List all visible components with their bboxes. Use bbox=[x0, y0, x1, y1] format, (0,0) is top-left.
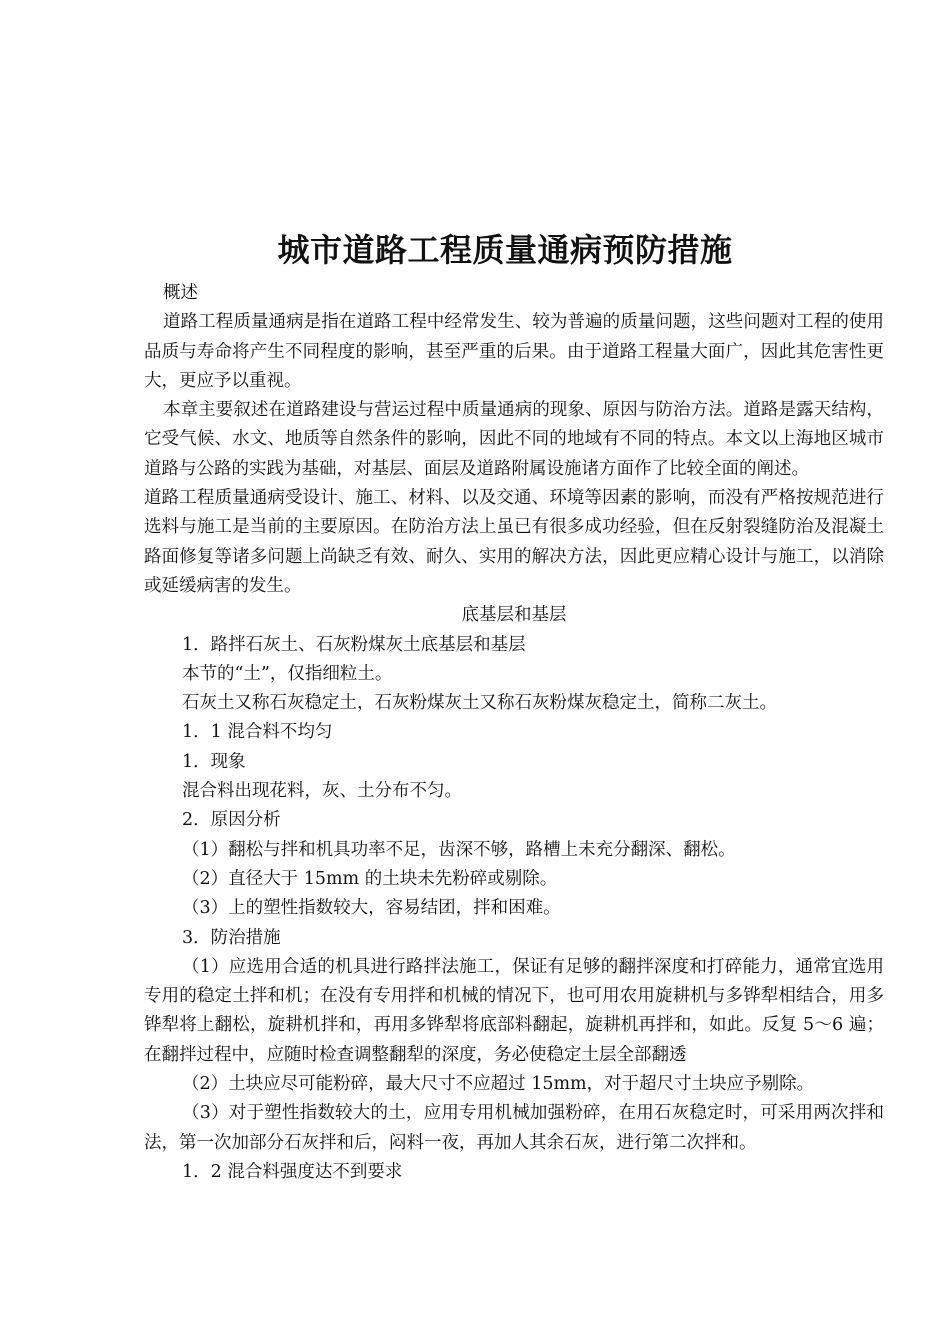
item-title-1-2: 1．2 混合料强度达不到要求 bbox=[182, 1161, 403, 1182]
intro-paragraph-3: 道路工程质量通病受设计、施工、材料、以及交通、环境等因素的影响，而没有严格按规范进行选料与施工是当前的主要原因。在防治方法上虽已有很多成功经验，但在反射裂缝防治及混凝土路面修复等诸多问题上尚缺乏有效、耐久、实用的解决方法，因此更应精心设计与施工，以消除或延缓病害的发生。 bbox=[144, 488, 884, 596]
document-body bbox=[144, 279, 884, 1187]
note-lime-soil-definition: 石灰土又称石灰稳定土，石灰粉煤灰土又称石灰粉煤灰稳定土，简称二灰土。 bbox=[182, 693, 777, 714]
subsection-title: 1．路拌石灰土、石灰粉煤灰土底基层和基层 bbox=[182, 634, 526, 655]
measures-heading: 3．防治措施 bbox=[182, 927, 281, 948]
intro-paragraph-1: 道路工程质量通病是指在道路工程中经常发生、较为普遍的质量问题，这些问题对工程的使用品质与寿命将产生不同程度的影响，甚至严重的后果。由于道路工程量大面广，因此其危害性更大，更应予以重视。 bbox=[144, 312, 884, 391]
intro-paragraph-2: 本章主要叙述在道路建设与营运过程中质量通病的现象、原因与防治方法。道路是露天结构，它受气候、水文、地质等自然条件的影响，因此不同的地域有不同的特点。本文以上海地区城市道路与公路的实践为基础，对基层、面层及道路附属设施诸方面作了比较全面的阐述。 bbox=[144, 400, 884, 479]
cause-item-3: （3）上的塑性指数较大，容易结团，拌和困难。 bbox=[182, 898, 561, 919]
measure-item-2: （2）土块应尽可能粉碎，最大尺寸不应超过 15mm，对于超尺寸土块应予剔除。 bbox=[182, 1074, 815, 1095]
section-heading: 底基层和基层 bbox=[461, 605, 567, 626]
document-title: 城市道路工程质量通病预防措施 bbox=[277, 231, 733, 269]
measure-item-1: （1）应选用合适的机具进行路拌法施工，保证有足够的翻拌深度和打碎能力，通常宜选用专用的稳定土拌和机；在没有专用拌和机械的情况下，也可用农用旋耕机与多铧犁相结合，用多铧犁将上翻松，旋耕机拌和，再用多铧犁将底部料翻起，旋耕机再拌和，如此。反复 5～6 遍；在翻拌过程中，应随时检查调整翻犁的深度，务必使稳定土层全部翻透 bbox=[144, 956, 884, 1065]
cause-item-1: （1）翻松与拌和机具功率不足，齿深不够，路槽上未充分翻深、翻松。 bbox=[182, 839, 736, 860]
measure-item-3: （3）对于塑性指数较大的土，应用专用机械加强粉碎，在用石灰稳定时，可采用两次拌和法，第一次加部分石灰拌和后，闷料一夜，再加人其余石灰，进行第二次拌和。 bbox=[144, 1103, 884, 1153]
phenomenon-text: 混合料出现花料，灰、土分布不匀。 bbox=[182, 781, 462, 802]
cause-heading: 2．原因分析 bbox=[182, 810, 281, 831]
cause-item-2: （2）直径大于 15mm 的土块未先粉碎或剔除。 bbox=[182, 868, 558, 889]
phenomenon-heading: 1．现象 bbox=[182, 751, 246, 772]
overview-heading: 概述 bbox=[163, 283, 198, 303]
item-title-1-1: 1．1 混合料不均匀 bbox=[182, 722, 333, 743]
note-soil-definition: 本节的“土”，仅指细粒土。 bbox=[182, 663, 393, 684]
